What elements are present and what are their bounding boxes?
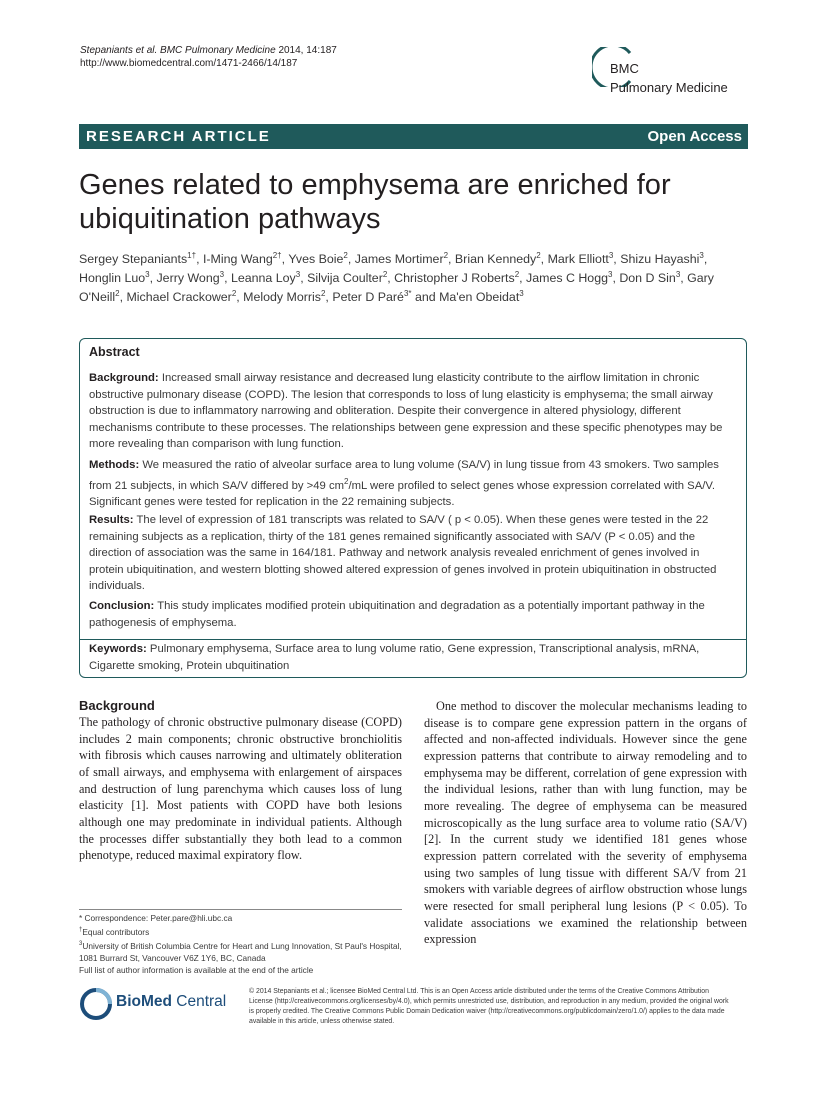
author-affiliation-mark: 3 — [699, 250, 704, 260]
author-list: Sergey Stepaniants$^{1\dagger}$, I-Ming Wang$^{2\dagger}$, Yves Boie$^2$, James Mortimer$^2$, Brian Kennedy$^2$, Mark Elliott$^3$, Shizu Hayashi$^3$, Honglin Luo$^3$, Jerry Wong$^3$, Leanna Loy$^3$, Silvija Coulter$^2$, Christopher J Roberts$^2$, James C Hogg$^3$, Don D Sin$^3$, Gary O'Neill$^2$, Michael Crackower$^2$, Melody Morris$^2$, Peter D Paré$^{3*}$ and Ma'en Obeidat$^3$ — [79, 250, 715, 304]
abstract-heading: Abstract — [89, 345, 140, 359]
journal-citation — [80, 44, 337, 70]
correspondence-note: * Correspondence: Peter.pare@hli.ubc.ca — [79, 913, 233, 923]
author-name: Jerry Wong — [156, 271, 220, 285]
equal-contributors-text: Equal contributors — [82, 926, 150, 937]
author-name: Brian Kennedy — [454, 252, 537, 266]
publisher-logo-icon — [79, 987, 113, 1021]
author-name: Leanna Loy — [230, 271, 296, 285]
author-name: James Mortimer — [354, 252, 444, 266]
author-name: Silvija Coulter — [307, 271, 383, 285]
author-name: Yves Boie — [288, 252, 344, 266]
affiliation-note — [79, 938, 409, 964]
abstract-methods-text-1: We measured the ratio of alveolar surface area to lung volume (SA/V) in lung tissue from 43 smokers. Two samples from 21 subjects, in which SA/V differed by >49 cm — [89, 459, 719, 492]
citation-text: Stepaniants et al. BMC Pulmonary Medicine — [80, 45, 276, 56]
license-statement: © 2014 Stepaniants et al.; licensee BioMed Central Ltd. This is an Open Access article distributed under the terms of the Creative Commons Attribution License (http://creativecommons.org/licenses/by/4.0), which permits unrestricted use, distribution, and reproduction in any medium, provided the original work is properly credited. The Creative Commons Public Domain Dedication waiver (http://creativecommons.org/publicdomain/zero/1.0/) applies to the data made available in this article, unless otherwise stated. — [249, 988, 729, 1025]
author-affiliation-mark: 3 — [145, 269, 150, 279]
abstract-box — [79, 338, 747, 678]
equal-contributors-note — [79, 924, 409, 938]
author-affiliation-mark: 3 — [608, 250, 614, 260]
publisher-name — [116, 993, 226, 1011]
equal-mark: † — [79, 927, 83, 933]
publisher-name-rest: Central — [171, 993, 227, 1010]
author-name: James C Hogg — [526, 271, 608, 285]
author-affiliation-mark: 3* — [403, 288, 412, 298]
publisher-logo — [79, 987, 239, 1021]
author-name: Honglin Luo — [79, 271, 146, 285]
abstract-keywords — [89, 641, 737, 674]
affiliation-text: University of British Columbia Centre for Heart and Lung Innovation, St Paul's Hospital, 1081 Burrard St, Vancouver V6Z 1Y6, BC, Canada — [79, 940, 402, 963]
footnotes — [79, 912, 409, 976]
abstract-results-text: The level of expression of 181 transcripts was related to SA/V ( p < 0.05). When these genes were tested in the 22 remaining subjects as a replication, thirty of the 181 genes remained significantly associated with SA/V (P < 0.05) and the direction of association was the same in 164/181. Pathway and network analysis revealed enrichment of genes involved in protein ubiquitination, and western blotting showed altered expression of genes involved in protein ubiquitination in obstructed individuals. — [89, 514, 717, 593]
footnote-divider — [79, 909, 402, 910]
abstract-divider — [80, 639, 746, 640]
author-affiliation-mark: 1† — [187, 250, 197, 260]
author-affiliation-mark: 3 — [295, 269, 301, 279]
publisher-name-bold: BioMed — [116, 993, 172, 1010]
full-author-list-note: Full list of author information is available at the end of the article — [79, 964, 314, 975]
author-affiliation-mark: 2 — [343, 250, 348, 260]
author-name: Gary O'Neill — [79, 271, 715, 304]
abstract-methods — [89, 457, 737, 511]
author-name: I-Ming Wang — [202, 252, 273, 266]
author-affiliation-mark: 2 — [443, 250, 449, 260]
abstract-keywords-label: Keywords: — [89, 643, 147, 655]
author-name: Sergey Stepaniants — [79, 252, 188, 266]
author-affiliation-mark: 2 — [320, 288, 326, 298]
abstract-methods-label: Methods: — [89, 459, 140, 471]
author-name: Mark Elliott — [547, 252, 609, 266]
abstract-conclusion-text: This study implicates modified protein ubiquitination and degradation as a potentially important pathway in the pathogenesis of emphysema. — [89, 600, 705, 629]
author-name: Melody Morris — [243, 290, 321, 304]
author-affiliation-mark: 2 — [382, 269, 388, 279]
body-left-column: The pathology of chronic obstructive pulmonary disease (COPD) includes 2 main components; chronic obstructive bronchiolitis with fibrosis which causes narrowing and ultimately obliteration of small airways, and emphysema with enlargement of airspaces and destruction of lung parenchyma which causes loss of lung elasticity [1]. Most patients with COPD have both lesions although one may predominate in individual patients. Although the processes differ substantially they both lead to a common phenotype, reduced maximal expiratory flow. — [79, 715, 402, 863]
author-affiliation-mark: 2† — [272, 250, 282, 260]
body-right-column: One method to discover the molecular mechanisms leading to disease is to compare gene expression pattern in the organs of affected and non-affected individuals. However since the gene expression patterns that contribute to airway remodeling and to emphysema may be different, correlation of gene expression with the individual lesions, rather than with lung function, may be more revealing. The degree of emphysema can be measured microscopically as the lung surface area to volume ratio (SA/V) [2]. In the current study we identified 181 genes whose expression pattern correlated with the severity of emphysema using two samples of lung tissue with different SA/V from 21 smokers with variable degrees of airflow obstruction whose lungs were resected for small peripheral lung lesions (P < 0.05). To validate associations we examined the relationship between expression — [424, 699, 747, 947]
abstract-methods-text-2: /mL were profiled to select genes whose expression correlated with SA/V. Significant genes were tested for replication in the 22 remaining subjects. — [89, 479, 716, 508]
author-name: Christopher J Roberts — [394, 271, 515, 285]
article-title: Genes related to emphysema are enriched for ubiquitination pathways — [79, 169, 671, 235]
author-affiliation-mark: 2 — [514, 269, 520, 279]
author-name: Peter D Paré — [332, 290, 404, 304]
author-affiliation-mark: 3 — [675, 269, 681, 279]
article-type-banner — [79, 124, 748, 149]
section-heading-background: Background — [79, 698, 155, 713]
article-type: RESEARCH ARTICLE — [86, 128, 271, 145]
abstract-results-label: Results: — [89, 514, 134, 526]
abstract-keywords-text: Pulmonary emphysema, Surface area to lung volume ratio, Gene expression, Transcriptional analysis, mRNA, Cigarette smoking, Protein ubquitination — [89, 643, 700, 672]
author-name: Michael Crackower — [126, 290, 232, 304]
author-affiliation-mark: 2 — [115, 288, 120, 298]
author-affiliation-mark: 2 — [231, 288, 237, 298]
author-name: Don D Sin — [619, 271, 676, 285]
journal-logo-line1: BMC — [610, 61, 639, 76]
author-affiliation-mark: 3 — [519, 288, 524, 298]
article-url[interactable]: http://www.biomedcentral.com/1471-2466/14/187 — [80, 58, 298, 69]
abstract-background-label: Background: — [89, 372, 159, 384]
author-name: Shizu Hayashi — [620, 252, 700, 266]
author-name: Ma'en Obeidat — [439, 290, 520, 304]
author-affiliation-mark: 2 — [536, 250, 541, 260]
journal-logo — [592, 47, 752, 103]
abstract-background — [89, 370, 737, 453]
journal-logo-line2: Pulmonary Medicine — [610, 80, 728, 95]
abstract-results — [89, 512, 737, 595]
affiliation-mark: 3 — [79, 940, 83, 947]
open-access-label: Open Access — [647, 128, 742, 145]
volume-info: 2014, 14:187 — [278, 45, 337, 56]
abstract-conclusion-label: Conclusion: — [89, 600, 155, 612]
author-affiliation-mark: 3 — [219, 269, 225, 279]
abstract-background-text: Increased small airway resistance and decreased lung elasticity contribute to the airflow limitation in chronic obstructive pulmonary disease (COPD). The lesion that corresponds to loss of lung elasticity is emphysema; the small airway obstruction is due to inflammatory narrowing and obliteration. Despite their convergence in altered physiology, different mechanisms contribute to these processes. The relationships between gene expression and these specific phenotypes may be more revealing than comparison with lung function. — [89, 372, 723, 451]
author-affiliation-mark: 3 — [607, 269, 613, 279]
abstract-methods-sup: 2 — [344, 476, 349, 486]
abstract-conclusion — [89, 598, 737, 631]
